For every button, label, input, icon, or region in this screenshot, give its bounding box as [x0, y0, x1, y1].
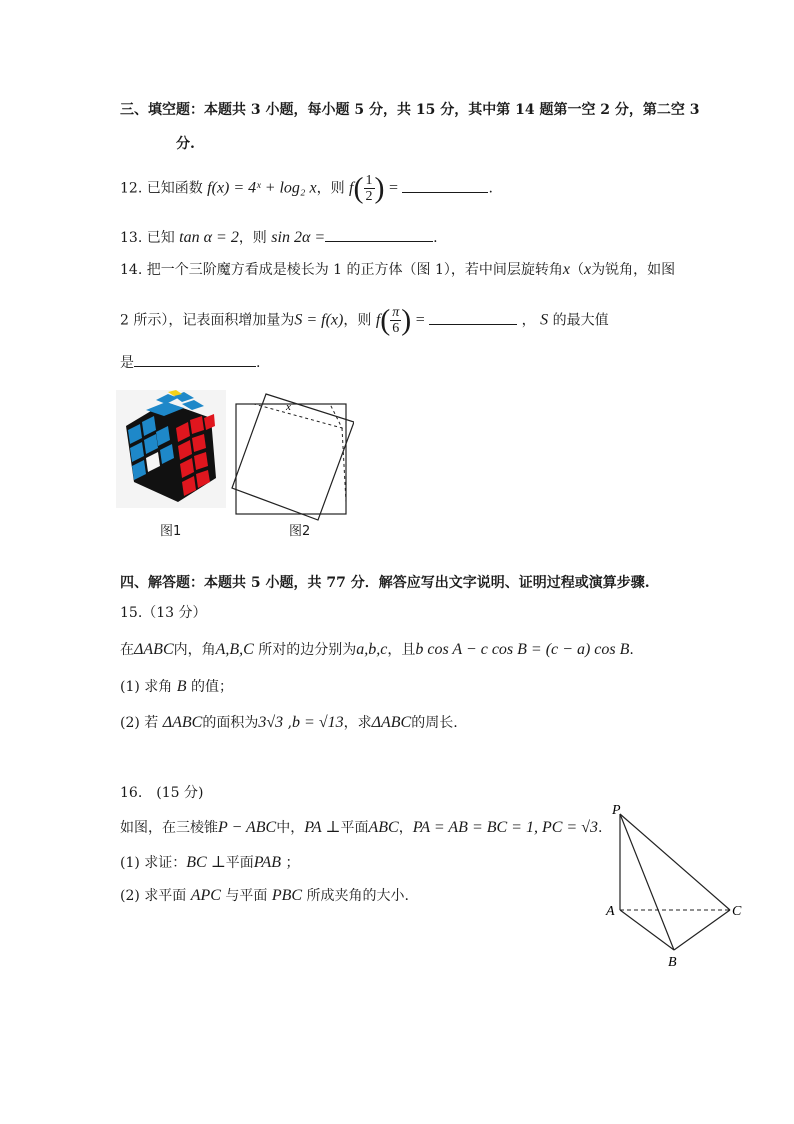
figure-1-caption: 图1 — [160, 524, 182, 539]
question-text: 的最大值 — [552, 312, 609, 329]
answer-blank[interactable] — [402, 178, 488, 193]
question-14-line2: 2 所示），记表面积增加量为S = f(x)，则 f( $\frac{\pi}{6}$ ) = ， S 的最大值 — [120, 303, 609, 337]
answer-blank[interactable] — [325, 227, 433, 242]
question-number: 14. — [120, 262, 143, 278]
math-expression: b cos A − c cos B = (c − a) cos B — [415, 641, 630, 658]
question-16-part2: (2) 求平面 APC 与平面 PBC 所成夹角的大小. — [120, 887, 409, 904]
fixed-square — [236, 404, 346, 514]
answer-blank[interactable] — [134, 352, 256, 367]
math-symbol: x — [562, 261, 570, 278]
question-15-number: 15.（13 分） — [120, 605, 207, 621]
question-14-line3: 是 . — [120, 352, 260, 373]
question-15-stem: 在ΔABC内，角A,B,C 所对的边分别为a,b,c，且b cos A − c cos B = (c − a) cos B. — [120, 641, 634, 658]
question-15-part2: (2) 若 ΔABC的面积为3√3 ,b = √13，求ΔABC的周长. — [120, 714, 458, 731]
edge-BC — [674, 910, 730, 950]
question-15-part1: (1) 求角 B 的值； — [120, 678, 233, 695]
fraction: $\frac{1}{2}$ — [365, 173, 373, 204]
figure-2-caption: 图2 — [289, 524, 311, 539]
answer-blank[interactable] — [429, 310, 517, 325]
math-expression: f(x) = 4ˣ + log₂ x — [207, 179, 317, 197]
math-symbol: S — [540, 311, 549, 329]
math-expression: sin 2α = — [271, 229, 326, 246]
fraction: $\frac{\pi}{6}$ — [392, 305, 400, 336]
question-13: 13. 已知 tan α = 2，则 sin 2α = . — [120, 229, 438, 246]
question-text: 已知函数 — [146, 180, 203, 197]
section4-heading: 四、解答题：本题共 5 小题，共 77 分．解答应写出文字说明、证明过程或演算步骤. — [120, 575, 650, 591]
question-12: 12. 已知函数 f(x) = 4ˣ + log₂ x，则 f( $\frac{1}{2}$ ) = . — [120, 171, 493, 205]
question-text: 2 所示），记表面积增加量为 — [120, 312, 295, 329]
point-label-C: C — [732, 904, 742, 919]
question-text: ，则 — [316, 180, 345, 197]
math-expression: S = f(x) — [294, 311, 344, 329]
math-symbol: x — [584, 261, 592, 278]
question-16-part1: (1) 求证：BC ⊥平面PAB ； — [120, 854, 300, 871]
pyramid-figure — [600, 800, 750, 970]
point-label-P: P — [612, 803, 621, 818]
rotated-square — [232, 394, 354, 520]
question-16-stem: 如图，在三棱锥P − ABC中，PA ⊥平面ABC，PA = AB = BC = 1, PC = √3. — [120, 819, 603, 836]
point-label-A: A — [606, 904, 615, 919]
edge-PC — [620, 814, 730, 910]
rotated-square-figure — [230, 392, 354, 522]
question-14-line1: 14. 把一个三阶魔方看成是棱长为 1 的正方体（图 1），若中间层旋转角x（x为锐角，如图 — [120, 261, 676, 278]
question-number: 12. — [120, 180, 143, 197]
angle-label: x — [286, 401, 291, 413]
math-symbol: = — [388, 179, 398, 197]
section3-heading-cont: 分. — [176, 136, 195, 152]
question-text: 已知 — [146, 230, 175, 246]
math-expression: PA = AB = BC = 1, PC = √3 — [412, 819, 598, 836]
section3-heading: 三、填空题：本题共 3 小题，每小题 5 分，共 15 分，其中第 14 题第一空 2 分，第二空 3 — [120, 102, 700, 118]
question-16-number: 16. (15 分) — [120, 785, 204, 801]
question-text: 把一个三阶魔方看成是棱长为 1 的正方体（图 1），若中间层旋转角 — [146, 262, 563, 278]
question-number: 13. — [120, 230, 143, 246]
math-expression: tan α = 2 — [179, 229, 239, 246]
math-symbol: f — [349, 179, 354, 197]
question-text: ，则 — [238, 230, 267, 246]
rubiks-cube-figure — [116, 390, 226, 508]
point-label-B: B — [668, 955, 677, 970]
math-symbol: f — [375, 311, 381, 329]
